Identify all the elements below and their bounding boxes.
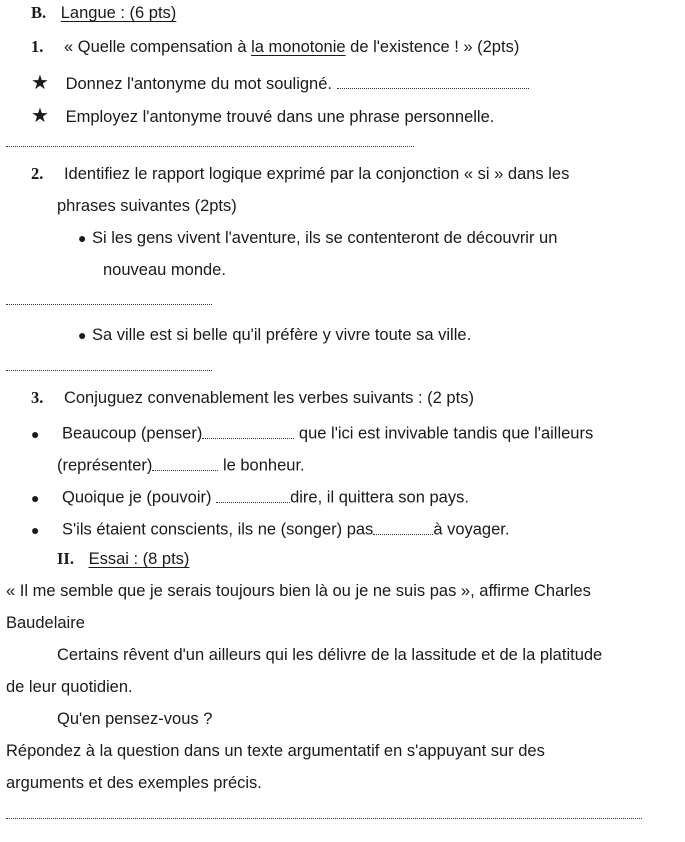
question-3-text: Conjuguez convenablement les verbes suivants : (2 pts) xyxy=(63,389,474,407)
task-sentence xyxy=(31,103,494,128)
sentence-2 xyxy=(78,326,471,345)
underlined-word: la monotonie xyxy=(251,38,346,56)
essay-prompt: Certains rêvent d'un ailleurs qui les délivre de la lassitude et de la platitude xyxy=(57,646,603,664)
sentence-1-text: Si les gens vivent l'aventure, ils se contenteront de découvrir un xyxy=(92,229,558,247)
answer-blank[interactable] xyxy=(152,453,218,471)
question-2-text: Identifiez le rapport logique exprimé par la conjonction « si » dans les xyxy=(63,165,570,183)
bullet-icon: ● xyxy=(31,521,40,538)
verb-item-3-end: à voyager. xyxy=(433,520,510,539)
verb-item-1-start: Beaucoup (penser) xyxy=(62,424,203,443)
verb-item-1-tail: le bonheur. xyxy=(218,456,305,475)
question-1 xyxy=(31,37,519,57)
star-bullet-icon: ★ xyxy=(31,105,49,127)
question-2-text-cont: phrases suivantes (2pts) xyxy=(57,197,237,215)
answer-line[interactable] xyxy=(6,370,212,371)
bullet-icon: ● xyxy=(78,230,87,246)
question-2 xyxy=(31,164,569,184)
question-1-number: 1. xyxy=(31,37,44,56)
essay-question: Qu'en pensez-vous ? xyxy=(57,710,213,728)
verb-item-2 xyxy=(31,485,469,508)
question-3 xyxy=(31,388,474,408)
section-b-heading xyxy=(31,3,176,23)
verb-item-1-cont xyxy=(57,453,305,476)
answer-blank[interactable] xyxy=(216,485,290,503)
sentence-1 xyxy=(78,229,557,248)
essay-quote: « Il me semble que je serais toujours bien là ou je ne suis pas », affirme Charles xyxy=(6,582,591,600)
question-1-text-start: « Quelle compensation à xyxy=(63,38,252,56)
answer-line[interactable] xyxy=(6,304,212,305)
task-antonym-text: Donnez l'antonyme du mot souligné. xyxy=(65,75,332,93)
bullet-icon: ● xyxy=(31,425,40,442)
essay-prompt-cont: de leur quotidien. xyxy=(6,678,133,696)
essay-instructions-cont: arguments et des exemples précis. xyxy=(6,774,262,792)
essay-instructions: Répondez à la question dans un texte argumentatif en s'appuyant sur des xyxy=(6,742,545,760)
task-sentence-text: Employez l'antonyme trouvé dans une phrase personnelle. xyxy=(65,108,495,126)
section-b-title: Langue : (6 pts) xyxy=(60,4,177,22)
answer-line[interactable] xyxy=(6,818,642,819)
section-ii-title: Essai : (8 pts) xyxy=(88,550,190,568)
sentence-2-text: Sa ville est si belle qu'il préfère y vivre toute sa ville. xyxy=(92,326,472,344)
star-bullet-icon: ★ xyxy=(31,72,49,94)
section-b-letter: B. xyxy=(31,3,47,22)
verb-item-3 xyxy=(31,517,509,540)
verb-item-2-end: dire, il quittera son pays. xyxy=(290,488,469,507)
question-1-text-end: de l'existence ! » (2pts) xyxy=(345,38,520,56)
section-ii-heading xyxy=(57,549,189,569)
verb-item-1-end: que l'ici est invivable tandis que l'ailleurs xyxy=(294,424,594,443)
verb-item-1-verb2: (représenter) xyxy=(57,456,153,475)
sentence-1-cont: nouveau monde. xyxy=(103,261,226,279)
answer-blank[interactable] xyxy=(337,72,529,90)
bullet-icon: ● xyxy=(31,489,40,506)
answer-blank[interactable] xyxy=(202,421,294,439)
bullet-icon: ● xyxy=(78,327,87,343)
section-ii-number: II. xyxy=(57,549,74,568)
verb-item-2-start: Quoique je (pouvoir) xyxy=(62,488,217,507)
verb-item-3-start: S'ils étaient conscients, ils ne (songer) pas xyxy=(62,520,374,539)
question-2-number: 2. xyxy=(31,164,44,183)
answer-line[interactable] xyxy=(6,146,414,147)
verb-item-1 xyxy=(31,421,593,444)
question-3-number: 3. xyxy=(31,388,44,407)
essay-quote-cont: Baudelaire xyxy=(6,614,85,632)
task-antonym xyxy=(31,70,529,95)
answer-blank[interactable] xyxy=(373,517,433,535)
